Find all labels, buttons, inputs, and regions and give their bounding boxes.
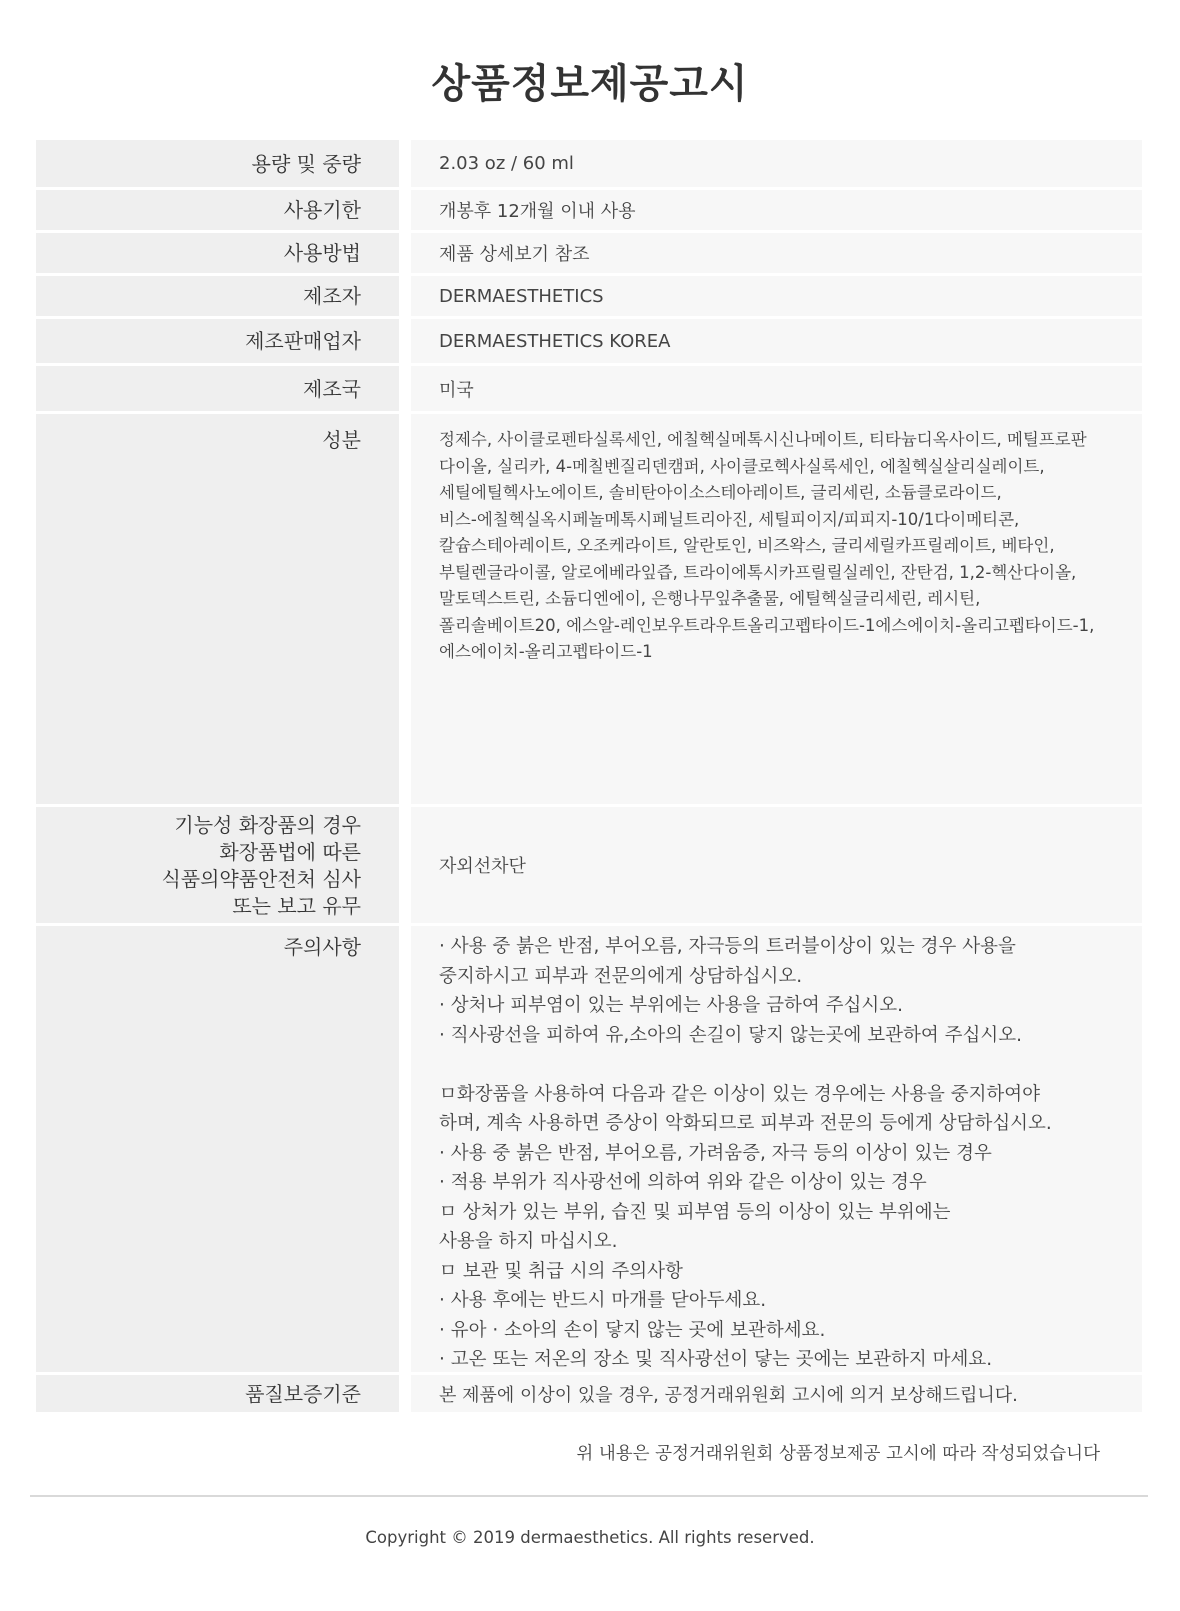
table-row-origin [36, 366, 1142, 411]
table-row-distributor [36, 319, 1142, 363]
row-value: DERMAESTHETICS KOREA [411, 319, 1142, 363]
table-row-ingredients [36, 414, 1142, 804]
row-label: 제조국 [36, 366, 399, 411]
table-row-volume [36, 140, 1142, 187]
table-row-usage [36, 233, 1142, 273]
row-label: 제조판매업자 [36, 319, 399, 363]
row-value: 제품 상세보기 참조 [411, 233, 1142, 273]
footnote: 위 내용은 공정거래위원회 상품정보제공 고시에 따라 작성되었습니다 [576, 1444, 1100, 1464]
row-value: 2.03 oz / 60 ml [411, 140, 1142, 187]
table-row-functional-cosmetic [36, 807, 1142, 923]
page-title: 상품정보제공고시 [431, 61, 749, 107]
table-row-caution [36, 926, 1142, 1372]
copyright-text: Copyright © 2019 dermaesthetics. All rights reserved. [365, 1528, 815, 1547]
row-label: 사용방법 [36, 233, 399, 273]
row-label: 용량 및 중량 [36, 140, 399, 187]
row-value: DERMAESTHETICS [411, 276, 1142, 316]
row-label: 주의사항 [36, 926, 399, 1372]
row-value: · 사용 중 붉은 반점, 부어오름, 자극등의 트러블이상이 있는 경우 사용을 중지하시고 피부과 전문의에게 상담하십시오. · 상처나 피부염이 있는 부위에는 사용을 금하여 주십시오. · 직사광선을 피하여 유,소아의 손길이 닿지 않는곳에 보관하여 주십시오. ㅁ화장품을 사용하여 다음과 같은 이상이 있는 경우에는 사용을 중지하여야 하며, 계속 사용하면 증상이 악화되므로 피부과 전문의 등에게 상담하십시오. · 사용 중 붉은 반점, 부어오름, 가려움증, 자극 등의 이상이 있는 경우 · 적용 부위가 직사광선에 의하여 위와 같은 이상이 있는 경우 ㅁ 상처가 있는 부위, 습진 및 피부염 등의 이상이 있는 부위에는 사용을 하지 마십시오. ㅁ 보관 및 취급 시의 주의사항 · 사용 후에는 반드시 마개를 닫아두세요. · 유아 · 소아의 손이 닿지 않는 곳에 보관하세요. · 고온 또는 저온의 장소 및 직사광선이 닿는 곳에는 보관하지 마세요. [411, 926, 1142, 1372]
row-label: 기능성 화장품의 경우 화장품법에 따른 식품의약품안전처 심사 또는 보고 유무 [36, 807, 399, 923]
row-label: 사용기한 [36, 190, 399, 230]
row-label: 성분 [36, 414, 399, 804]
row-value: 본 제품에 이상이 있을 경우, 공정거래위원회 고시에 의거 보상해드립니다. [411, 1375, 1142, 1412]
row-value: 자외선차단 [411, 807, 1142, 923]
row-value: 미국 [411, 366, 1142, 411]
row-label: 품질보증기준 [36, 1375, 399, 1412]
divider [30, 1495, 1148, 1497]
table-row-manufacturer [36, 276, 1142, 316]
table-row-quality [36, 1375, 1142, 1412]
product-info-table [36, 140, 1142, 1415]
row-value: 정제수, 사이클로펜타실록세인, 에칠헥실메톡시신나메이트, 티타늄디옥사이드, 메틸프로판 다이올, 실리카, 4-메칠벤질리덴캠퍼, 사이클로헥사실록세인, 에칠헥실살리실레이트, 세틸에틸헥사노에이트, 솔비탄아이소스테아레이트, 글리세린, 소듐클로라이드, 비스-에칠헥실옥시페놀메톡시페닐트리아진, 세틸피이지/피피지-10/1다이메티콘, 칼슘스테아레이트, 오조케라이트, 알란토인, 비즈왁스, 글리세릴카프릴레이트, 베타인, 부틸렌글라이콜, 알로에베라잎즙, 트라이에톡시카프릴릴실레인, 잔탄검, 1,2-헥산다이올, 말토덱스트린, 소듐디엔에이, 은행나무잎추출물, 에틸헥실글리세린, 레시틴, 폴리솔베이트20, 에스알-레인보우트라우트올리고펩타이드-1에스에이치-올리고펩타이드-1, 에스에이치-올리고펩타이드-1 [411, 414, 1142, 804]
row-value: 개봉후 12개월 이내 사용 [411, 190, 1142, 230]
row-label: 제조자 [36, 276, 399, 316]
table-row-expiry [36, 190, 1142, 230]
